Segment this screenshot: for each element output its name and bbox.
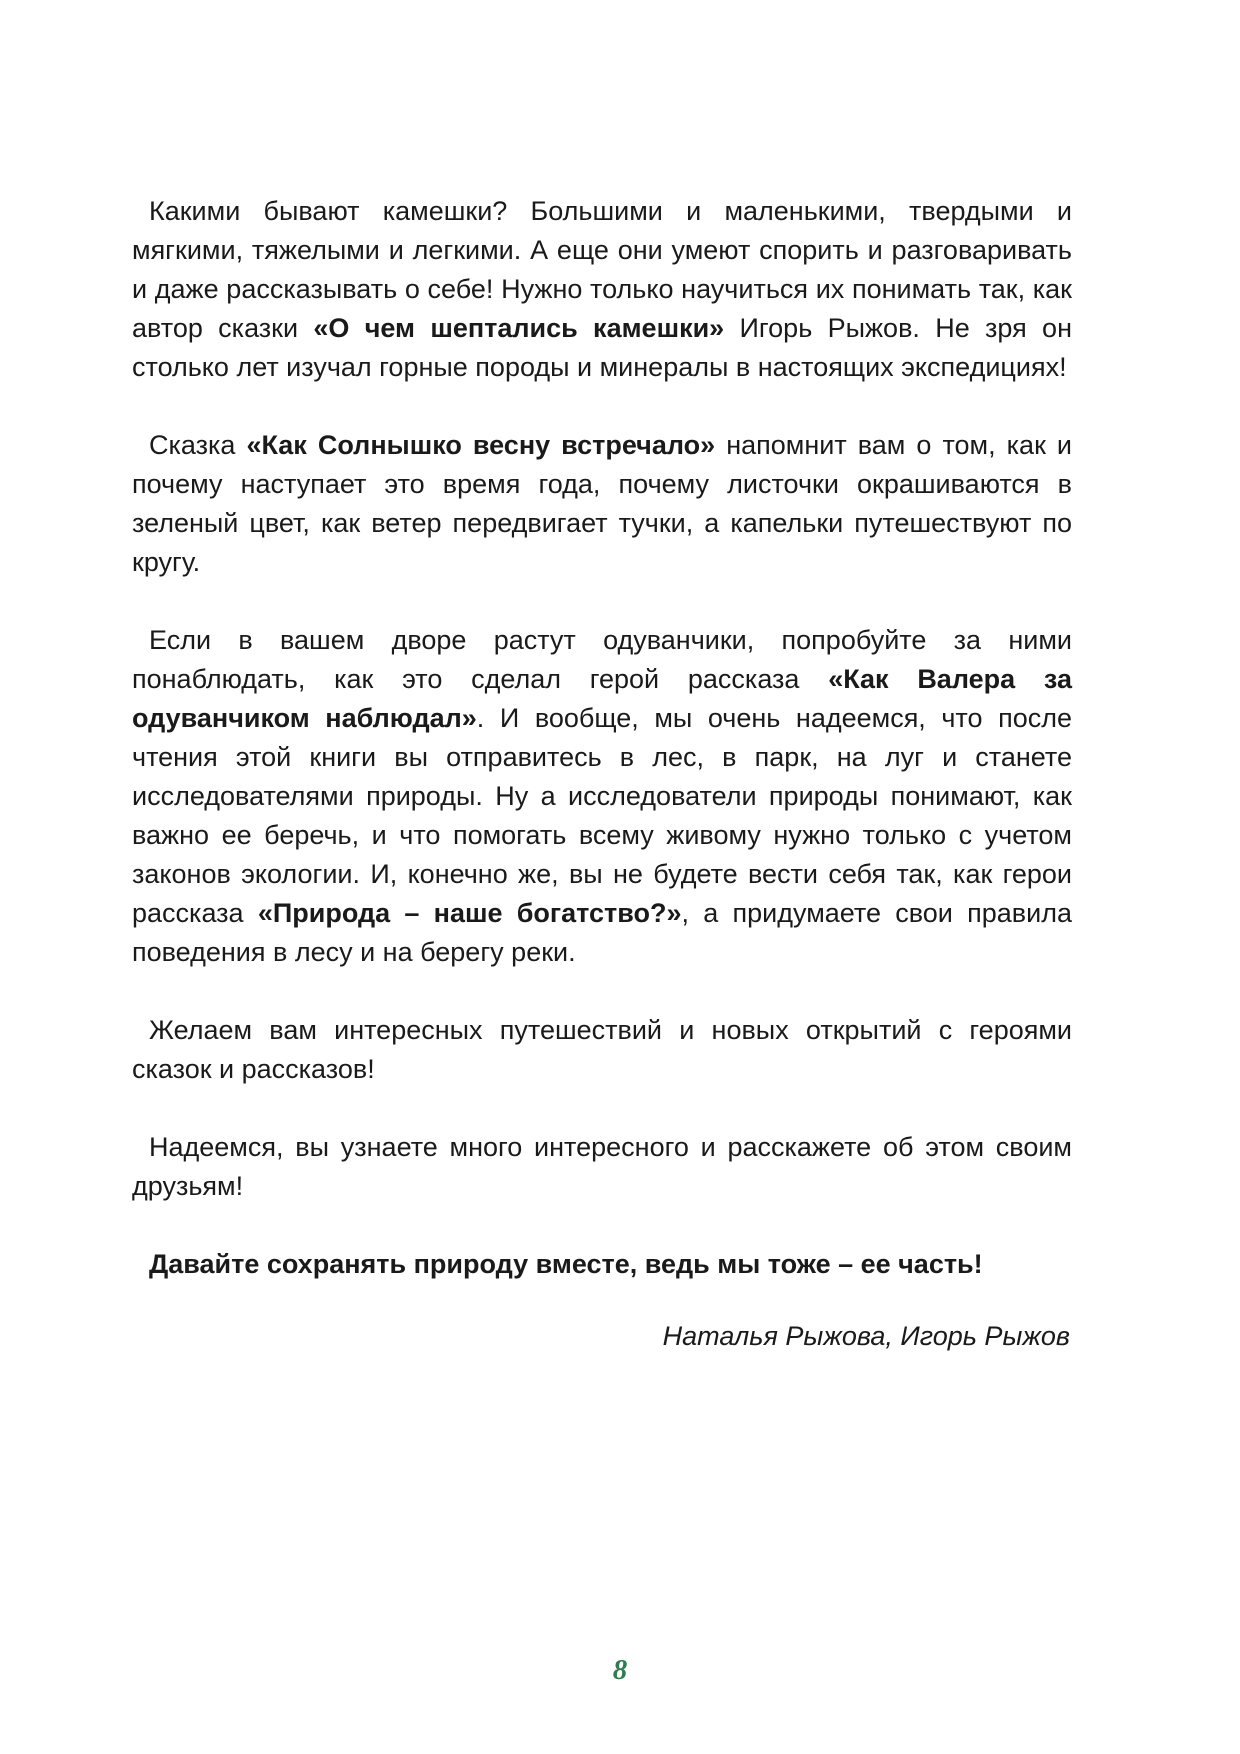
page-number: 8 <box>612 1654 628 1686</box>
story-title-dandelion: «Как Валера за одуванчиком наблюдал» <box>132 664 1072 733</box>
paragraph-text: напомнит вам о том, как и почему наступает это время года, почему листочки окрашиваются в зеленый цвет, как ветер передвигает тучки, а капельки путешествуют по кругу. <box>132 430 1073 577</box>
paragraph-text: Сказка <box>149 430 247 460</box>
story-title-sun: «Как Солнышко весну встречало» <box>246 430 716 460</box>
paragraph-text: Надеемся, вы узнаете много интересного и расскажете об этом своим друзьям! <box>132 1132 1072 1201</box>
story-title-nature-wealth: «Природа – наше богатство?» <box>257 898 682 928</box>
paragraph-text: , а придумаете свои правила поведения в лесу и на берегу реки. <box>132 898 1072 967</box>
paragraph-text: Какими бывают камешки? Большими и маленькими, твердыми и мягкими, тяжелыми и легкими. А еще они умеют спорить и разговаривать и даже рассказывать о себе! Нужно только научиться их понимать так, как автор сказки <box>132 196 1072 343</box>
paragraph-text: . И вообще, мы очень надеемся, что после чтения этой книги вы отправитесь в лес, в парк, на луг и станете исследователями природы. Ну а исследователи природы понимают, как важно ее беречь, и что помогать всему живому нужно только с учетом законов экологии. И, конечно же, вы не будете вести себя так, как герои рассказа <box>132 703 1072 928</box>
closing-statement: Давайте сохранять природу вместе, ведь мы тоже – ее часть! <box>149 1249 983 1279</box>
paragraph-text: Желаем вам интересных путешествий и новых открытий с героями сказок и рассказов! <box>132 1015 1072 1084</box>
page-body <box>132 192 1072 1356</box>
paragraph-text: Если в вашем дворе растут одуванчики, попробуйте за ними понаблюдать, как это сделал герой рассказа <box>132 625 1072 694</box>
paragraph-pebbles <box>132 192 1072 387</box>
paragraph-friends <box>132 1128 1072 1206</box>
paragraph-text: Игорь Рыжов. Не зря он столько лет изучал горные породы и минералы в настоящих экспедициях! <box>132 313 1072 382</box>
paragraph-dandelions <box>132 621 1072 972</box>
paragraph-wishes <box>132 1011 1072 1089</box>
author-signature: Наталья Рыжова, Игорь Рыжов <box>662 1321 1070 1351</box>
story-title-pebbles: «О чем шептались камешки» <box>313 313 725 343</box>
paragraph-sun <box>132 426 1072 582</box>
